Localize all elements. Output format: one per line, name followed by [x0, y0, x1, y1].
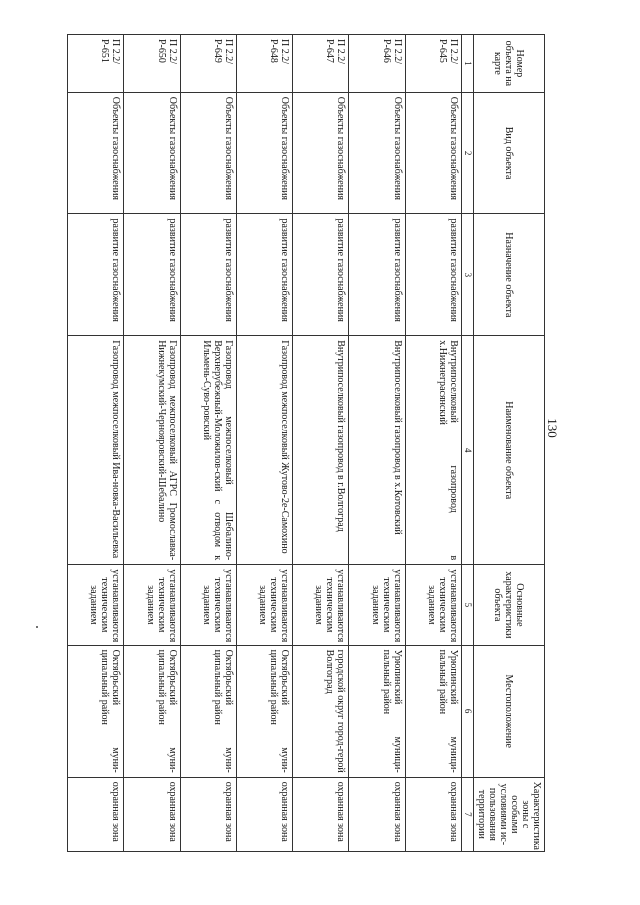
cell-name: Газопровод межпоселковый АГРС Громославка-Нижнекумский-Чернояровский-Шебалино	[124, 336, 180, 565]
cell-purpose: развитие газоснабжения	[180, 214, 236, 336]
cell-zone: охранная зона	[236, 777, 292, 851]
column-number: 1	[462, 35, 474, 93]
cell-name: Внутрипоселковый газопровод в г.Волгоград	[293, 336, 349, 565]
cell-kind: Объекты газоснабжения	[405, 92, 461, 214]
table-row	[236, 35, 292, 852]
cell-id: П 2.2/ Р-651	[68, 35, 124, 93]
header-zone: Характеристика зоны с особыми условиями ис-пользования территории	[474, 777, 545, 851]
cell-characteristics: устанавливаются техническим заданием	[405, 565, 461, 645]
cell-zone: охранная зона	[68, 777, 124, 851]
table-row	[405, 35, 461, 852]
column-number: 3	[462, 214, 474, 336]
cell-kind: Объекты газоснабжения	[68, 92, 124, 214]
cell-characteristics: устанавливаются техническим заданием	[236, 565, 292, 645]
header-purpose: Назначение объекта	[474, 214, 545, 336]
cell-zone: охранная зона	[293, 777, 349, 851]
cell-location: Октябрьский муни-ципальный район	[236, 645, 292, 777]
cell-name: Газопровод межпоселковый Ива-новка-Васильевка	[68, 336, 124, 565]
cell-zone: охранная зона	[180, 777, 236, 851]
cell-characteristics: устанавливаются техническим заданием	[124, 565, 180, 645]
cell-purpose: развитие газоснабжения	[405, 214, 461, 336]
cell-location: Октябрьский муни-ципальный район	[124, 645, 180, 777]
column-number: 6	[462, 645, 474, 777]
cell-purpose: развитие газоснабжения	[236, 214, 292, 336]
cell-name: Внутрипоселковый газопровод в х.Нижнеграсянский	[405, 336, 461, 565]
cell-name: Газопровод межпоселковый Жутово-2е-Самохино	[236, 336, 292, 565]
cell-location: Октябрьский муни-ципальный район	[180, 645, 236, 777]
column-number-row	[462, 35, 474, 852]
cell-id: П 2.2/ Р-646	[349, 35, 405, 93]
table-row	[349, 35, 405, 852]
header-location: Местоположение	[474, 645, 545, 777]
column-number: 5	[462, 565, 474, 645]
cell-kind: Объекты газоснабжения	[293, 92, 349, 214]
cell-characteristics: устанавливаются техническим заданием	[293, 565, 349, 645]
cell-kind: Объекты газоснабжения	[180, 92, 236, 214]
column-number: 2	[462, 92, 474, 214]
cell-zone: охранная зона	[124, 777, 180, 851]
cell-name: Газопровод межпоселковый Шебалино-Верхнерубежный-Моложилов-ский с отводом к Ильмень-Суво-ровский	[180, 336, 236, 565]
cell-characteristics: устанавливаются техническим заданием	[180, 565, 236, 645]
cell-location: Урюпинский муници-пальный район	[405, 645, 461, 777]
cell-purpose: развитие газоснабжения	[124, 214, 180, 336]
cell-location: городской округ город-герой Волгоград	[293, 645, 349, 777]
header-id: Номер объекта на карте	[474, 35, 545, 93]
header-row	[474, 35, 545, 852]
cell-id: П 2.2/ Р-647	[293, 35, 349, 93]
table-row	[68, 35, 124, 852]
cell-id: П 2.2/ Р-649	[180, 35, 236, 93]
cell-zone: охранная зона	[349, 777, 405, 851]
header-name: Наименование объекта	[474, 336, 545, 565]
table-row	[180, 35, 236, 852]
scan-speck	[36, 626, 38, 628]
cell-characteristics: устанавливаются техническим заданием	[349, 565, 405, 645]
cell-kind: Объекты газоснабжения	[349, 92, 405, 214]
objects-table	[67, 34, 545, 852]
header-characteristics: Основные характеристики объекта	[474, 565, 545, 645]
column-number: 7	[462, 777, 474, 851]
cell-kind: Объекты газоснабжения	[236, 92, 292, 214]
cell-name: Внутрипоселковый газопровод в х.Котовский	[349, 336, 405, 565]
header-kind: Вид объекта	[474, 92, 545, 214]
cell-purpose: развитие газоснабжения	[293, 214, 349, 336]
table-row	[124, 35, 180, 852]
cell-id: П 2.2/ Р-645	[405, 35, 461, 93]
cell-zone: охранная зона	[405, 777, 461, 851]
cell-location: Урюпинский муници-пальный район	[349, 645, 405, 777]
cell-id: П 2.2/ Р-648	[236, 35, 292, 93]
column-number: 4	[462, 336, 474, 565]
cell-location: Октябрьский муни-ципальный район	[68, 645, 124, 777]
cell-kind: Объекты газоснабжения	[124, 92, 180, 214]
cell-purpose: развитие газоснабжения	[349, 214, 405, 336]
cell-id: П 2.2/ Р-650	[124, 35, 180, 93]
page-number: 130	[545, 418, 560, 438]
rotated-table-wrapper	[67, 34, 545, 852]
cell-purpose: развитие газоснабжения	[68, 214, 124, 336]
cell-characteristics: устанавливаются техническим заданием	[68, 565, 124, 645]
table-row	[293, 35, 349, 852]
